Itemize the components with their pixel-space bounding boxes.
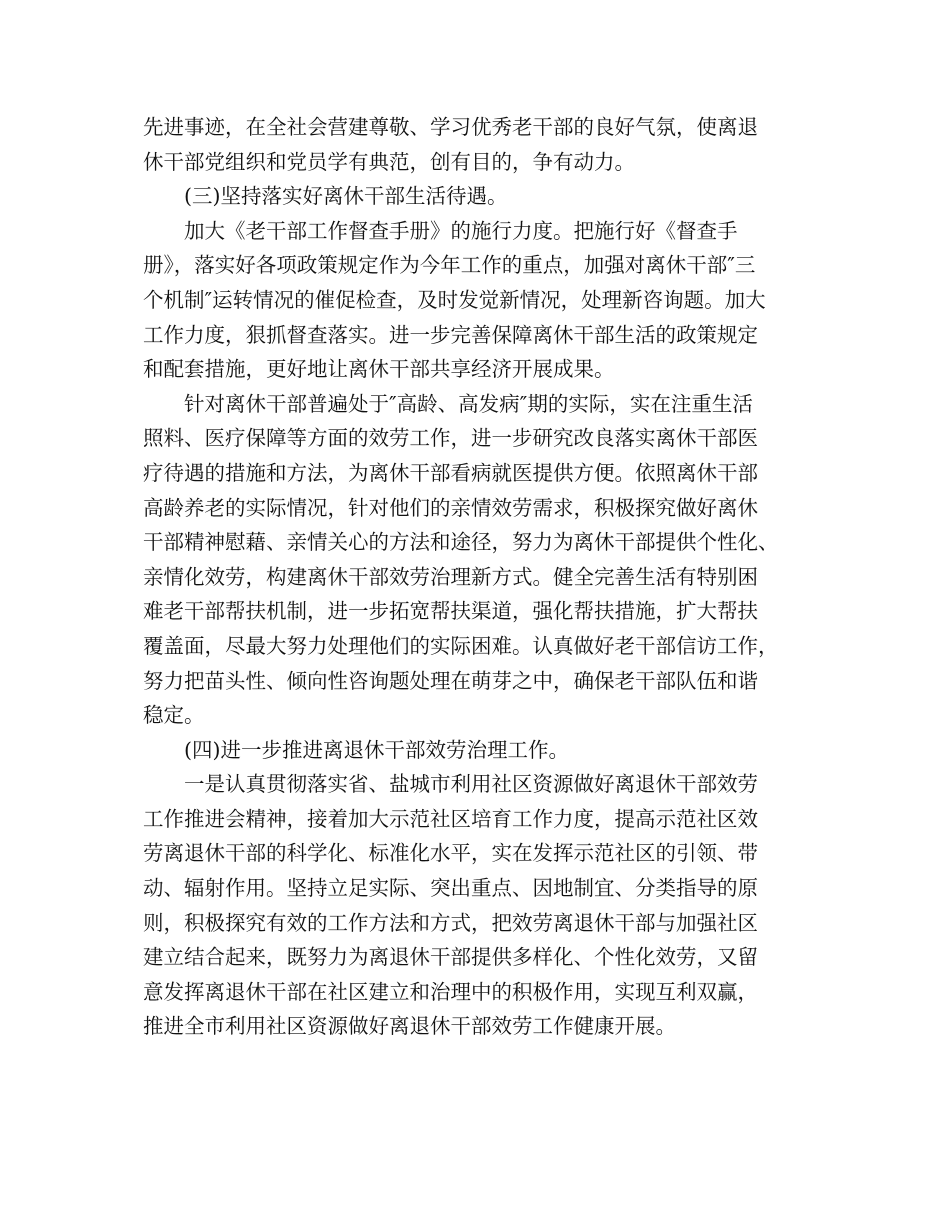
text-line: 个机制″运转情况的催促检查，及时发觉新情况，处理新咨询题。加大 [143,287,766,312]
text-line: 休干部党组织和党员学有典范，创有目的，争有动力。 [143,149,635,174]
text-line: 推进全市利用社区资源做好离退休干部效劳工作健康开展。 [143,1014,676,1039]
text-line: 先进事迹，在全社会营建尊敬、学习优秀老干部的良好气氛，使离退 [143,115,758,139]
text-line: 稳定。 [143,703,205,728]
text-line: 努力把苗头性、倾向性咨询题处理在萌芽之中，确保老干部队伍和谐 [143,668,758,693]
text-line: 则，积极探究有效的工作方法和方式，把效劳离退休干部与加强社区 [143,910,758,935]
text-line: 劳离退休干部的科学化、标准化水平，实在发挥示范社区的引领、带 [143,841,758,866]
document-body [143,110,825,1044]
text-line: 照料、医疗保障等方面的效劳工作，进一步研究改良落实离休干部医 [143,426,758,451]
text-line: 干部精神慰藉、亲情关心的方法和途径，努力为离休干部提供个性化、 [143,530,779,555]
text-line: 针对离休干部普遍处于″高龄、高发病″期的实际，实在注重生活 [184,391,753,416]
text-line: 意发挥离退休干部在社区建立和治理中的积极作用，实现互利双赢， [143,979,758,1004]
text-line: 和配套措施，更好地让离休干部共享经济开展成果。 [143,357,615,382]
section-heading: (三)坚持落实好离休干部生活待遇。 [184,184,508,209]
text-line: 亲情化效劳，构建离休干部效劳治理新方式。健全完善生活有特别困 [143,564,758,589]
text-line: 一是认真贯彻落实省、盐城市利用社区资源做好离退休干部效劳 [184,772,758,797]
text-line: 建立结合起来，既努力为离退休干部提供多样化、个性化效劳，又留 [143,945,758,970]
text-line: 册》，落实好各项政策规定作为今年工作的重点，加强对离休干部″三 [143,253,756,278]
text-line: 工作力度，狠抓督查落实。进一步完善保障离休干部生活的政策规定 [143,322,758,347]
text-line: 动、辐射作用。坚持立足实际、突出重点、因地制宜、分类指导的原 [143,876,758,901]
text-line: 覆盖面，尽最大努力处理他们的实际困难。认真做好老干部信访工作， [143,633,779,658]
text-line: 难老干部帮扶机制，进一步拓宽帮扶渠道，强化帮扶措施，扩大帮扶 [143,599,758,624]
text-line: 疗待遇的措施和方法，为离休干部看病就医提供方便。依照离休干部 [143,460,758,485]
text-line: 加大《老干部工作督查手册》的施行力度。把施行好《督查手 [184,218,738,243]
text-line: 工作推进会精神，接着加大示范社区培育工作力度，提高示范社区效 [143,806,758,831]
text-line: 高龄养老的实际情况，针对他们的亲情效劳需求，积极探究做好离休 [143,495,758,520]
section-heading: (四)进一步推进离退休干部效劳治理工作。 [184,737,569,762]
